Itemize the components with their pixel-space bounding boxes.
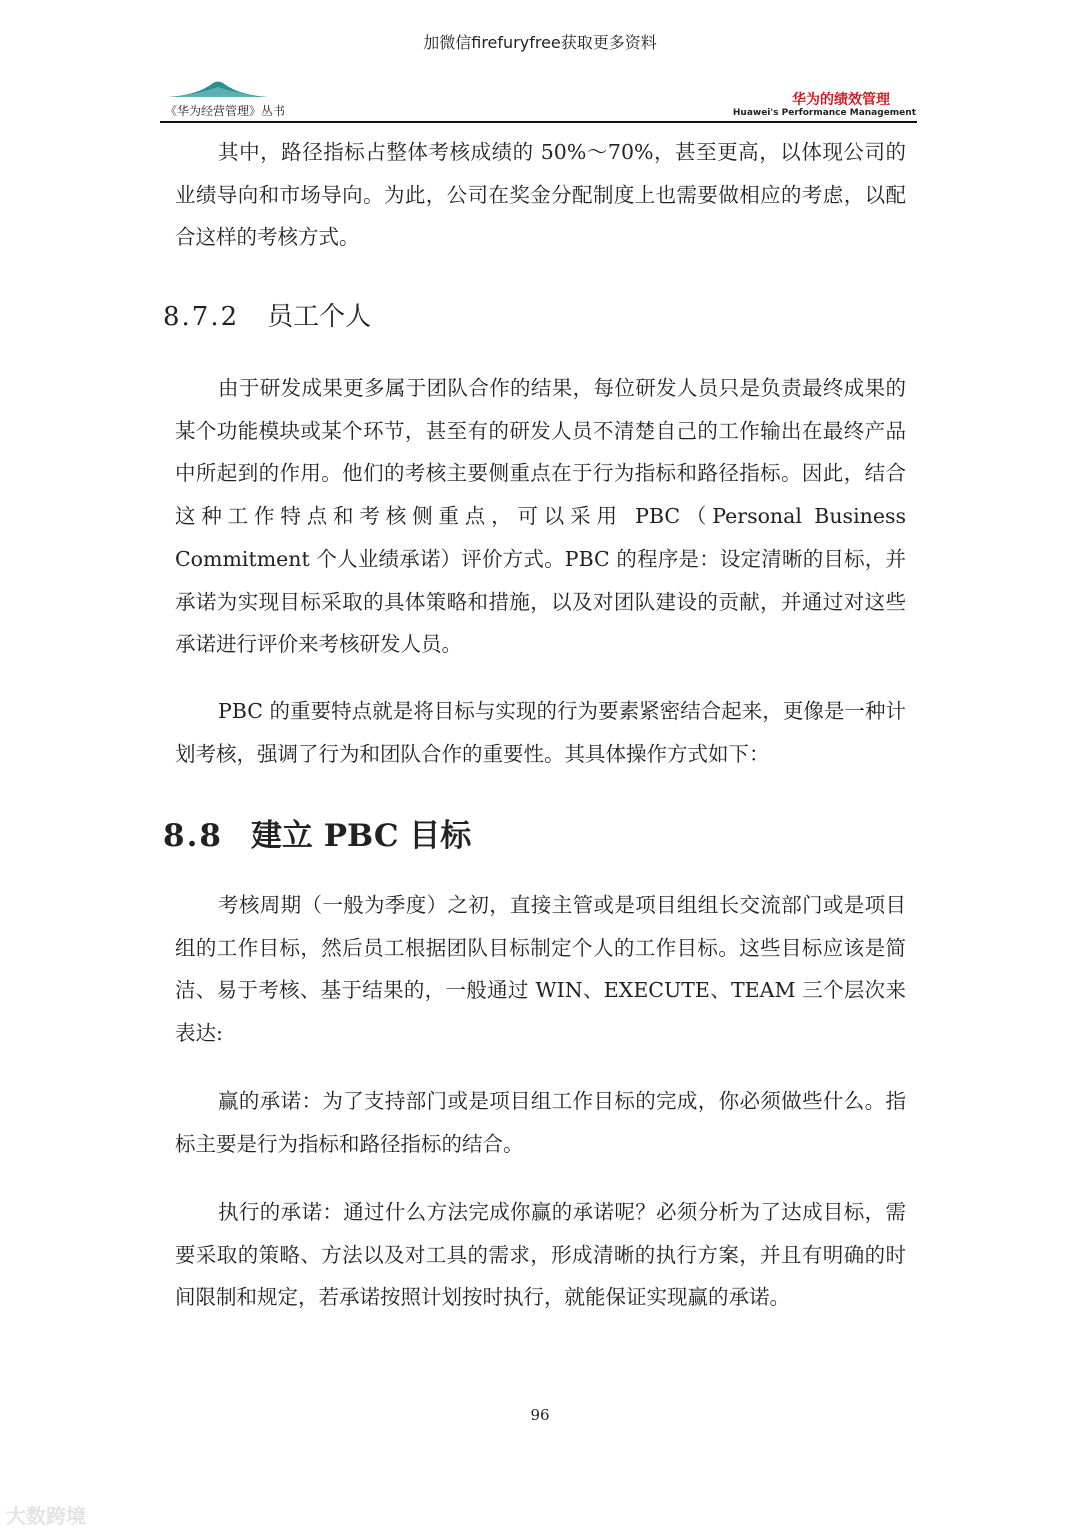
paragraph: 由于研发成果更多属于团队合作的结果，每位研发人员只是负责最终成果的某个功能模块或某个环节，甚至有的研发人员不清楚自己的工作输出在最终产品中所起到的作用。他们的考核主要侧重点在于行为指标和路径指标。因此，结合这种工作特点和考核侧重点，可以采用 PBC（Personal Business Commitment 个人业绩承诺）评价方式。PBC 的程序是：设定清晰的目标，并承诺为实现目标采取的具体策略和措施，以及对团队建设的贡献，并通过对这些承诺进行评价来考核研发人员。 bbox=[175, 376, 906, 657]
mountain-logo-icon bbox=[168, 80, 268, 98]
series-title: 《华为经营管理》丛书 bbox=[165, 104, 286, 118]
section-heading-8-8 bbox=[163, 810, 471, 855]
watermark: 大数跨境 bbox=[6, 1504, 86, 1528]
paragraph: 考核周期（一般为季度）之初，直接主管或是项目组组长交流部门或是项目组的工作目标，然后员工根据团队目标制定个人的工作目标。这些目标应该是简洁、易于考核、基于结果的，一般通过 WIN、EXECUTE、TEAM 三个层次来表达: bbox=[175, 893, 906, 1046]
book-title-en: Huawei's Performance Management bbox=[732, 108, 916, 118]
top-note: 加微信firefuryfree获取更多资料 bbox=[423, 33, 657, 52]
page-number: 96 bbox=[530, 1406, 550, 1424]
section-title: 员工个人 bbox=[267, 302, 372, 332]
section-heading-8-7-2 bbox=[163, 296, 371, 333]
book-title-cn: 华为的绩效管理 bbox=[792, 92, 890, 108]
section-number: 8.8 bbox=[163, 818, 223, 854]
paragraph: 赢的承诺：为了支持部门或是项目组工作目标的完成，你必须做些什么。指标主要是行为指标和路径指标的结合。 bbox=[175, 1089, 906, 1156]
section-number: 8.7.2 bbox=[163, 302, 240, 332]
paragraph: 其中，路径指标占整体考核成绩的 50%～70%，甚至更高，以体现公司的业绩导向和市场导向。为此，公司在奖金分配制度上也需要做相应的考虑，以配合这样的考核方式。 bbox=[175, 140, 906, 250]
section-title: 建立 PBC 目标 bbox=[250, 818, 472, 854]
header-rule bbox=[160, 121, 917, 123]
paragraph: PBC 的重要特点就是将目标与实现的行为要素紧密结合起来，更像是一种计划考核，强调了行为和团队合作的重要性。其具体操作方式如下： bbox=[175, 699, 906, 766]
paragraph: 执行的承诺：通过什么方法完成你赢的承诺呢？必须分析为了达成目标，需要采取的策略、方法以及对工具的需求，形成清晰的执行方案，并且有明确的时间限制和规定，若承诺按照计划按时执行，就能保证实现赢的承诺。 bbox=[175, 1200, 906, 1310]
